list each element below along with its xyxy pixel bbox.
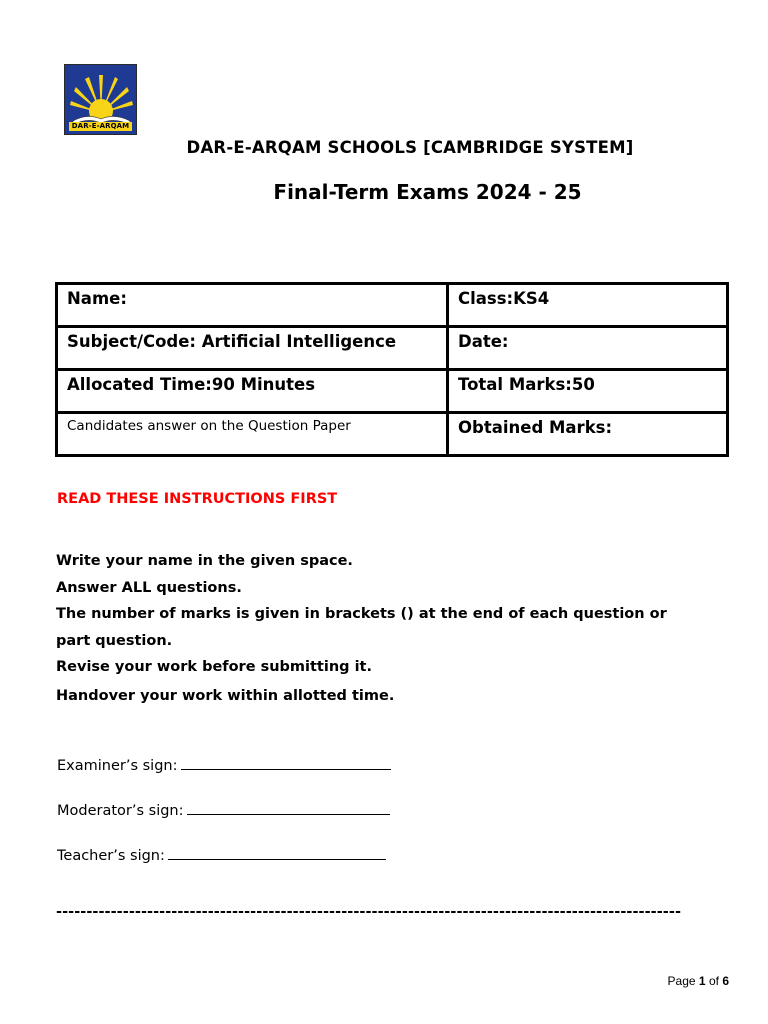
date-field[interactable]: Date: <box>448 327 728 370</box>
page-label: Page <box>667 974 696 988</box>
moderator-sign-line[interactable] <box>187 800 390 815</box>
name-field[interactable]: Name: <box>57 284 448 327</box>
instructions-heading: READ THESE INSTRUCTIONS FIRST <box>57 491 338 507</box>
class-field: Class:KS4 <box>448 284 728 327</box>
time-field: Allocated Time:90 Minutes <box>57 370 448 413</box>
list-item: Handover your work within allotted time. <box>56 687 395 704</box>
subject-field: Subject/Code: Artificial Intelligence <box>57 327 448 370</box>
table-row <box>57 327 728 370</box>
moderator-sign-label: Moderator’s sign: <box>57 803 184 819</box>
list-item: part question. <box>56 632 173 649</box>
page-of: of <box>708 974 719 988</box>
table-row <box>57 370 728 413</box>
exam-title: Final-Term Exams 2024 - 25 <box>273 180 582 204</box>
cut-separator: ------------------------------------------------------------------------------------------------------- <box>56 904 682 920</box>
table-row <box>57 413 728 456</box>
school-name: DAR-E-ARQAM SCHOOLS [CAMBRIDGE SYSTEM] <box>186 138 634 157</box>
teacher-sign-label: Teacher’s sign: <box>57 848 165 864</box>
list-item: Answer ALL questions. <box>56 579 242 596</box>
examiner-sign-row <box>57 755 391 774</box>
page-current: 1 <box>698 974 706 988</box>
obtained-marks-field[interactable]: Obtained Marks: <box>448 413 728 456</box>
total-marks-field: Total Marks:50 <box>448 370 728 413</box>
examiner-sign-line[interactable] <box>181 755 391 770</box>
list-item: The number of marks is given in brackets () at the end of each question or <box>56 606 667 622</box>
candidate-info-table <box>55 282 729 457</box>
school-logo <box>64 64 137 135</box>
teacher-sign-line[interactable] <box>168 845 386 860</box>
table-row <box>57 284 728 327</box>
page-total: 6 <box>722 974 729 988</box>
examiner-sign-label: Examiner’s sign: <box>57 758 178 774</box>
moderator-sign-row <box>57 800 390 819</box>
list-item: Write your name in the given space. <box>56 553 353 569</box>
instructions-list <box>56 548 736 709</box>
teacher-sign-row <box>57 845 386 864</box>
page-number <box>668 974 729 988</box>
logo-text: DAR-E-ARQAM <box>69 122 132 131</box>
answer-note: Candidates answer on the Question Paper <box>57 413 448 456</box>
list-item: Revise your work before submitting it. <box>56 659 372 675</box>
